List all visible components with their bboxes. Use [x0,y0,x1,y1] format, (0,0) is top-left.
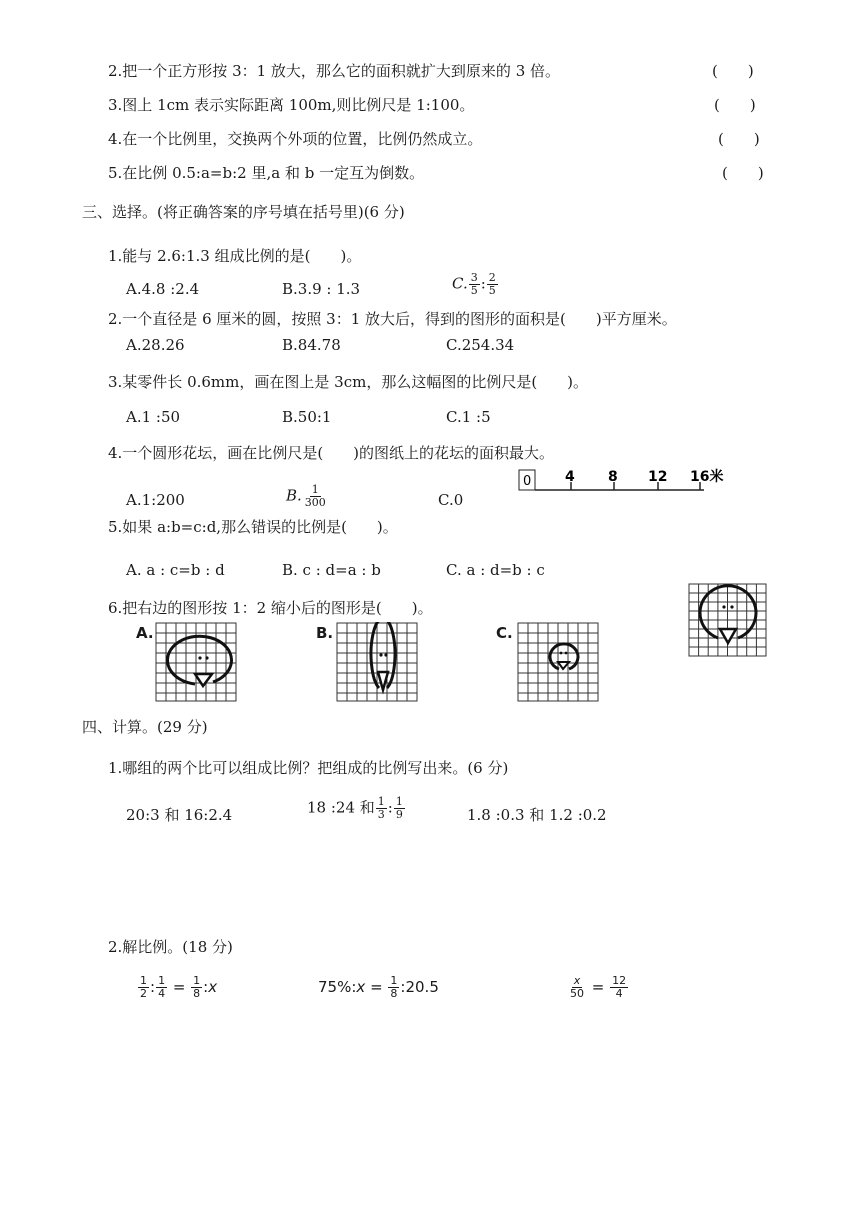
figure-label-a[interactable]: A. [136,624,154,642]
ratio-group-1: 20:3 和 16:2.4 [126,806,233,824]
eye-dot [560,652,563,655]
choice-q1-option-b[interactable]: B.3.9 : 1.3 [282,280,361,298]
fraction-denominator: 2 [140,987,147,1000]
choice-q2-option-b[interactable]: B.84.78 [282,336,341,354]
section-heading-calc: 四、计算。(29 分) [82,718,208,736]
option-b-figure[interactable] [336,622,418,702]
fraction-numerator: 2 [488,271,496,284]
option-letter: B. [286,486,302,505]
fraction-numerator: 1 [377,795,385,808]
equation-3: $\frac{x}{50}$ = $\frac{12}{4}$ [570,974,627,1000]
ratio-text: 18 :24 和 [307,798,375,817]
choice-q5-option-a[interactable]: A. a : c=b : d [126,561,225,579]
scale-label: 0 [523,474,532,489]
fraction-numerator: 3 [470,271,478,284]
fraction-numerator: 1 [140,974,147,987]
fraction-numerator: 1 [193,974,201,987]
judge-item-4: 4.在一个比例里，交换两个外项的位置，比例仍然成立。 [108,130,483,148]
beak-shape [720,629,736,643]
fraction-denominator: 9 [395,808,403,821]
equation-text: 75%: [318,978,357,996]
choice-q1-option-c[interactable] [452,272,499,297]
eye-dot [384,653,387,656]
scale-label: 8 [608,469,618,485]
fraction-numerator: 12 [612,974,627,987]
beak-shape [558,662,569,669]
figure-label-b[interactable]: B. [316,624,334,642]
fraction-numerator: 1 [395,795,403,808]
fraction-denominator: 8 [193,987,201,1000]
choice-q1-stem: 1.能与 2.6:1.3 组成比例的是( )。 [108,247,362,265]
answer-paren[interactable]: ( ) [722,164,764,182]
fraction-denominator: 4 [158,987,166,1000]
ratio-group-3: 1.8 :0.3 和 1.2 :0.2 [467,806,607,824]
fraction-denominator: 4 [615,987,623,1000]
calc-q1-stem: 1.哪组的两个比可以组成比例？把组成的比例写出来。(6 分) [108,759,509,777]
eye-dot [722,605,725,608]
choice-q3-stem: 3.某零件长 0.6mm，画在图上是 3cm，那么这幅图的比例尺是( )。 [108,373,589,391]
line-scale [514,464,744,498]
judge-item-5: 5.在比例 0.5:a=b:2 里,a 和 b 一定互为倒数。 [108,164,425,182]
fraction-denominator: 50 [570,987,584,1000]
eye-dot [565,652,568,655]
fraction-numerator: 1 [158,974,166,987]
option-a-figure[interactable] [155,622,237,702]
choice-q5-option-b[interactable]: B. c : d=a : b [282,561,381,579]
scale-label: 12 [648,469,668,485]
equation-text: :20.5 [400,978,439,996]
fraction-denominator: 5 [488,284,496,297]
eye-dot [205,656,208,659]
variable-x: x [356,978,366,996]
grid [337,623,417,701]
fraction-denominator: 3 [377,808,385,821]
judge-item-3: 3.图上 1cm 表示实际距离 100m,则比例尺是 1:100。 [108,96,475,114]
fraction-denominator: 8 [390,987,398,1000]
equation-1: $\frac{1}{2}$ : $\frac{1}{4}$ = $\frac{1}{8}$ :x [140,974,218,1000]
fraction-numerator: 1 [311,483,319,496]
choice-q3-option-c[interactable]: C.1 :5 [446,408,491,426]
beak-shape [195,674,212,686]
fraction-numerator: 1 [390,974,398,987]
answer-paren[interactable]: ( ) [718,130,760,148]
scale-label: 16米 [690,469,724,485]
choice-q4-stem: 4.一个圆形花坛，画在比例尺是( )的图纸上的花坛的面积最大。 [108,444,555,462]
eye-dot [198,656,201,659]
choice-q4-option-c[interactable]: C.0 [438,491,464,509]
option-letter: C. [452,274,468,293]
choice-q6-stem: 6.把右边的图形按 1：2 缩小后的图形是( )。 [108,599,433,617]
equation-2: 75%:x = $\frac{1}{8}$ :20.5 [318,974,439,1000]
choice-q5-stem: 5.如果 a:b=c:d,那么错误的比例是( )。 [108,518,398,536]
choice-q5-option-c[interactable]: C. a : d=b : c [446,561,545,579]
choice-q3-option-a[interactable]: A.1 :50 [126,408,181,426]
fraction-denominator: 300 [304,496,326,509]
choice-q2-stem: 2.一个直径是 6 厘米的圆，按照 3：1 放大后，得到的图形的面积是( )平方厘米。 [108,310,677,328]
eye-dot [379,653,382,656]
choice-q2-option-a[interactable]: A.28.26 [126,336,185,354]
choice-q3-option-b[interactable]: B.50:1 [282,408,332,426]
ratio-group-2 [307,796,406,821]
ratio-colon: : [480,274,486,293]
choice-q2-option-c[interactable]: C.254.34 [446,336,515,354]
choice-q1-option-a[interactable]: A.4.8 :2.4 [126,280,200,298]
choice-q4-option-a[interactable]: A.1:200 [126,491,185,509]
answer-paren[interactable]: ( ) [714,96,756,114]
original-figure [688,583,768,657]
judge-item-2: 2.把一个正方形按 3：1 放大，那么它的面积就扩大到原来的 3 倍。 [108,62,561,80]
calc-q2-stem: 2.解比例。(18 分) [108,938,233,956]
fraction-denominator: 5 [470,284,478,297]
ratio-colon: : [387,798,393,817]
fraction-numerator: x [573,974,581,987]
variable-x: x [208,978,218,996]
answer-paren[interactable]: ( ) [712,62,754,80]
option-c-figure[interactable] [517,622,599,702]
figure-label-c[interactable]: C. [496,624,513,642]
choice-q4-option-b[interactable] [286,484,329,509]
section-heading-choice: 三、选择。(将正确答案的序号填在括号里)(6 分) [82,203,405,221]
eye-dot [730,605,733,608]
scale-label: 4 [565,469,575,485]
